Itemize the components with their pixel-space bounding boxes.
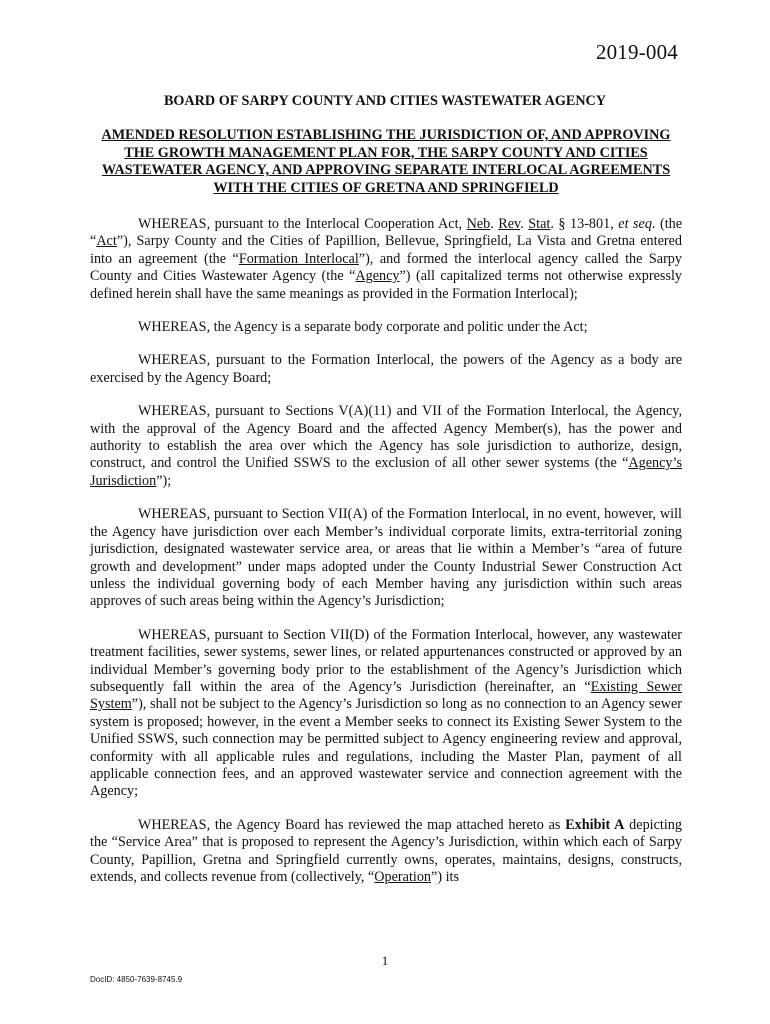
text-run: . [490, 216, 499, 232]
paragraph-3: WHEREAS, pursuant to the Formation Interlocal, the powers of the Agency as a body are exercised by the Agency Board; [90, 352, 682, 386]
underlined-term-neb: Neb [466, 216, 491, 232]
underlined-term-stat: Stat [528, 216, 551, 232]
paragraph-7 [90, 817, 682, 887]
text-run: WHEREAS, pursuant to Sections V(A)(11) and VII of the Formation Interlocal, the Agency, with the approval of the Agency Board and the affected Agency Member(s), has the power and authority to establish the area over which the Agency has sole jurisdiction to authorize, design, construct, and control the Unified SSWS to the exclusion of all other sewer systems (the “ [90, 403, 682, 472]
paragraph-4 [90, 403, 682, 490]
paragraph-1 [90, 216, 682, 303]
board-heading: BOARD OF SARPY COUNTY AND CITIES WASTEWATER AGENCY [163, 93, 607, 109]
defined-term-agency: Agency [355, 268, 400, 285]
text-run: WHEREAS, the Agency Board has reviewed the map attached hereto as [138, 816, 566, 833]
paragraph-2: WHEREAS, the Agency is a separate body corporate and politic under the Act; [138, 319, 588, 336]
text-run: . [520, 216, 529, 232]
italic-et-seq: et seq [618, 216, 652, 232]
exhibit-a-reference: Exhibit A [565, 816, 625, 833]
resolution-number: 2019-004 [595, 40, 678, 64]
document-body [90, 216, 682, 902]
text-run: ”), Sarpy County and the Cities of Papillion, Bellevue, Springfield, La Vista and Gretna entered into an agreement (the “ [90, 233, 682, 267]
page-number: 1 [381, 953, 389, 968]
text-run: . § 13-801, [550, 216, 619, 232]
paragraph-5: WHEREAS, pursuant to Section VII(A) of the Formation Interlocal, in no event, however, will the Agency have jurisdiction over each Member’s individual corporate limits, extra-territorial zoning jurisdiction, designated wastewater service area, or areas that lie within a Member’s “area of future growth and development” under maps adopted under the County Industrial Sewer Construction Act unless the individual governing body of each Member having any jurisdiction within such areas approves of such areas being within the Agency’s Jurisdiction; [90, 506, 682, 610]
underlined-term-rev: Rev [498, 216, 521, 232]
text-run: depicting the “Service Area” that is proposed to represent the Agency’s Jurisdiction, within which each of Sarpy County, Papillion, Gretna and Springfield currently owns, operates, maintains, designs, constructs, extends, and collects revenue from (collectively, “ [90, 816, 682, 885]
text-run: ”); [156, 472, 172, 489]
defined-term-act: Act [96, 233, 117, 250]
document-id: DocID: 4850-7639-8745.9 [90, 975, 183, 984]
defined-term-formation-interlocal: Formation Interlocal [238, 250, 359, 267]
resolution-title: AMENDED RESOLUTION ESTABLISHING THE JURISDICTION OF, AND APPROVING THE GROWTH MANAGEMENT PLAN FOR, THE SARPY COUNTY AND CITIES WASTEWATER AGENCY, AND APPROVING SEPARATE INTERLOCAL AGREEMENTS WITH THE CITIES OF GRETNA AND SPRINGFIELD [101, 127, 671, 196]
text-run: ”) (all capitalized terms not otherwise expressly defined herein shall have the same meanings as provided in the Formation Interlocal); [90, 268, 682, 302]
text-run: ”) its [431, 869, 460, 885]
text-run: WHEREAS, pursuant to the Interlocal Cooperation Act, [138, 216, 467, 232]
defined-term-operation: Operation [374, 869, 432, 885]
text-run: . (the “ [90, 216, 683, 250]
text-run: ”), and formed the interlocal agency called the Sarpy County and Cities Wastewater Agency (the “ [90, 250, 682, 285]
text-run: WHEREAS, pursuant to Section VII(D) of the Formation Interlocal, however, any wastewater treatment facilities, sewer systems, sewer lines, or related appurtenances constructed or approved by an individual Member’s governing body prior to the establishment of the Agency’s Jurisdiction which subsequently fall within the area of the Agency’s Jurisdiction (hereinafter, an “ [90, 626, 682, 695]
paragraph-6 [90, 627, 682, 801]
text-run: ”), shall not be subject to the Agency’s Jurisdiction so long as no connection to an Agency sewer system is proposed; however, in the event a Member seeks to connect its Existing Sewer System to the Unified SSWS, such connection may be permitted subject to Agency engineering review and approval, conformity with all applicable rules and regulations, including the Master Plan, payment of all applicable connection fees, and an approved wastewater service and connection agreement with the Agency; [90, 696, 682, 800]
defined-term-agency-jurisdiction: Agency’s Jurisdiction [90, 455, 682, 489]
defined-term-existing-sewer-system: Existing Sewer System [90, 678, 682, 713]
